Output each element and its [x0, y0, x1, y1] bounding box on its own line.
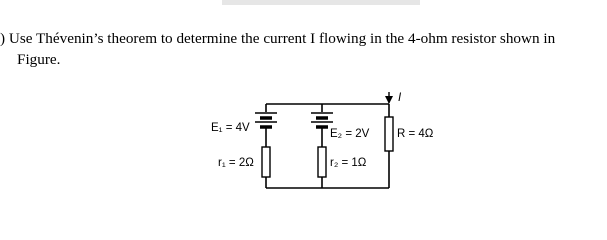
label-e1: E₁ = 4V — [211, 122, 250, 134]
current-arrow-icon — [385, 92, 393, 104]
battery-e2 — [311, 113, 333, 127]
label-r1: r₁ = 2Ω — [218, 157, 254, 169]
label-r2: r₂ = 1Ω — [330, 157, 367, 169]
question-line-2: Figure. — [17, 51, 61, 68]
label-current: I — [398, 92, 402, 104]
resistor-r2 — [318, 147, 326, 177]
label-r: R = 4Ω — [397, 128, 434, 140]
label-e2: E₂ = 2V — [330, 128, 370, 140]
question-marker: ) — [0, 30, 6, 47]
question-line-1-text: Use Thévenin’s theorem to determine the current I flowing in the 4-ohm resistor shown in — [5, 30, 556, 47]
resistor-r — [385, 117, 393, 151]
battery-e1 — [255, 113, 277, 127]
resistor-r1 — [262, 147, 270, 177]
